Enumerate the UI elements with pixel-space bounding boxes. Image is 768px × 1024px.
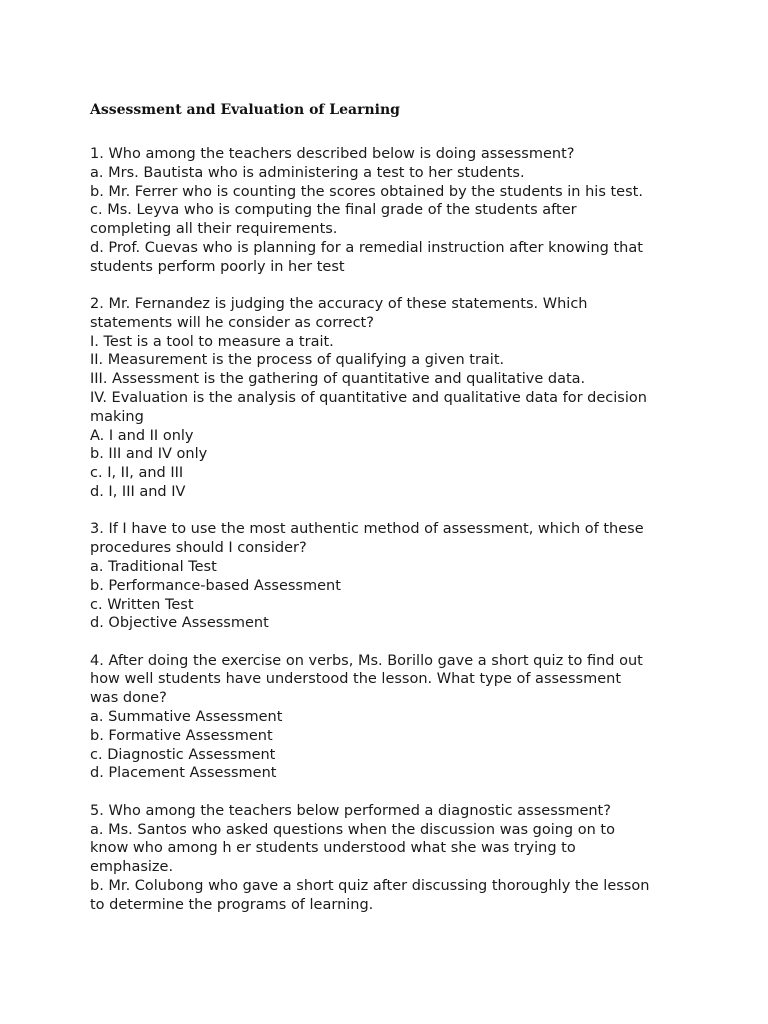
question-1-text-line: students perform poorly in her test [90, 258, 345, 275]
question-3-text-line: b. Performance-based Assessment [90, 577, 341, 594]
question-3-text-line: a. Traditional Test [90, 558, 217, 575]
question-2-text-line: 2. Mr. Fernandez is judging the accuracy of these statements. Which [90, 296, 588, 313]
question-4 [90, 652, 730, 784]
question-1-text-line: 1. Who among the teachers described below is doing assessment? [90, 146, 575, 162]
question-1-text-line: a. Mrs. Bautista who is administering a test to her students. [90, 164, 525, 181]
question-5-text-line: 5. Who among the teachers below performed a diagnostic assessment? [90, 802, 611, 819]
question-2-text-line: d. I, III and IV [90, 484, 186, 501]
question-2-text-line: I. Test is a tool to measure a trait. [90, 333, 334, 350]
question-2-text-line: c. I, II, and III [90, 465, 184, 482]
question-1-text-line: d. Prof. Cuevas who is planning for a remedial instruction after knowing that [90, 239, 643, 256]
question-5 [90, 802, 730, 915]
question-2-text-line: b. III and IV only [90, 446, 208, 463]
question-4-text-line: b. Formative Assessment [90, 727, 273, 744]
question-3-text-line: d. Objective Assessment [90, 615, 269, 632]
question-4-text-line: how well students have understood the lesson. What type of assessment [90, 671, 621, 688]
document-title: Assessment and Evaluation of Learning [90, 102, 400, 118]
question-3 [90, 520, 730, 633]
question-3-text-line: procedures should I consider? [90, 540, 307, 557]
question-2-text-line: IV. Evaluation is the analysis of quantitative and qualitative data for decision [90, 390, 647, 407]
question-4-text-line: was done? [90, 690, 167, 707]
question-2-text-line: III. Assessment is the gathering of quantitative and qualitative data. [90, 371, 586, 388]
question-4-text-line: c. Diagnostic Assessment [90, 746, 276, 763]
question-2 [90, 295, 730, 502]
question-5-text-line: to determine the programs of learning. [90, 896, 374, 913]
question-1-text-line: b. Mr. Ferrer who is counting the scores obtained by the students in his test. [90, 183, 643, 200]
question-2-text-line: statements will he consider as correct? [90, 314, 374, 331]
question-5-text-line: emphasize. [90, 859, 174, 876]
question-2-text-line: making [90, 408, 144, 425]
question-4-text-line: 4. After doing the exercise on verbs, Ms. Borillo gave a short quiz to find out [90, 652, 643, 669]
question-1-text-line: c. Ms. Leyva who is computing the final grade of the students after [90, 202, 577, 219]
question-3-text-line: c. Written Test [90, 596, 194, 613]
question-1 [90, 145, 730, 277]
question-list [90, 145, 730, 933]
question-4-text-line: d. Placement Assessment [90, 765, 277, 782]
question-3-text-line: 3. If I have to use the most authentic method of assessment, which of these [90, 521, 644, 538]
question-4-text-line: a. Summative Assessment [90, 709, 283, 726]
question-5-text-line: know who among h er students understood what she was trying to [90, 840, 576, 857]
question-5-text-line: b. Mr. Colubong who gave a short quiz after discussing thoroughly the lesson [90, 877, 650, 894]
question-2-text-line: II. Measurement is the process of qualifying a given trait. [90, 352, 505, 369]
question-1-text-line: completing all their requirements. [90, 221, 338, 238]
question-5-text-line: a. Ms. Santos who asked questions when the discussion was going on to [90, 821, 615, 838]
question-2-text-line: A. I and II only [90, 427, 194, 444]
